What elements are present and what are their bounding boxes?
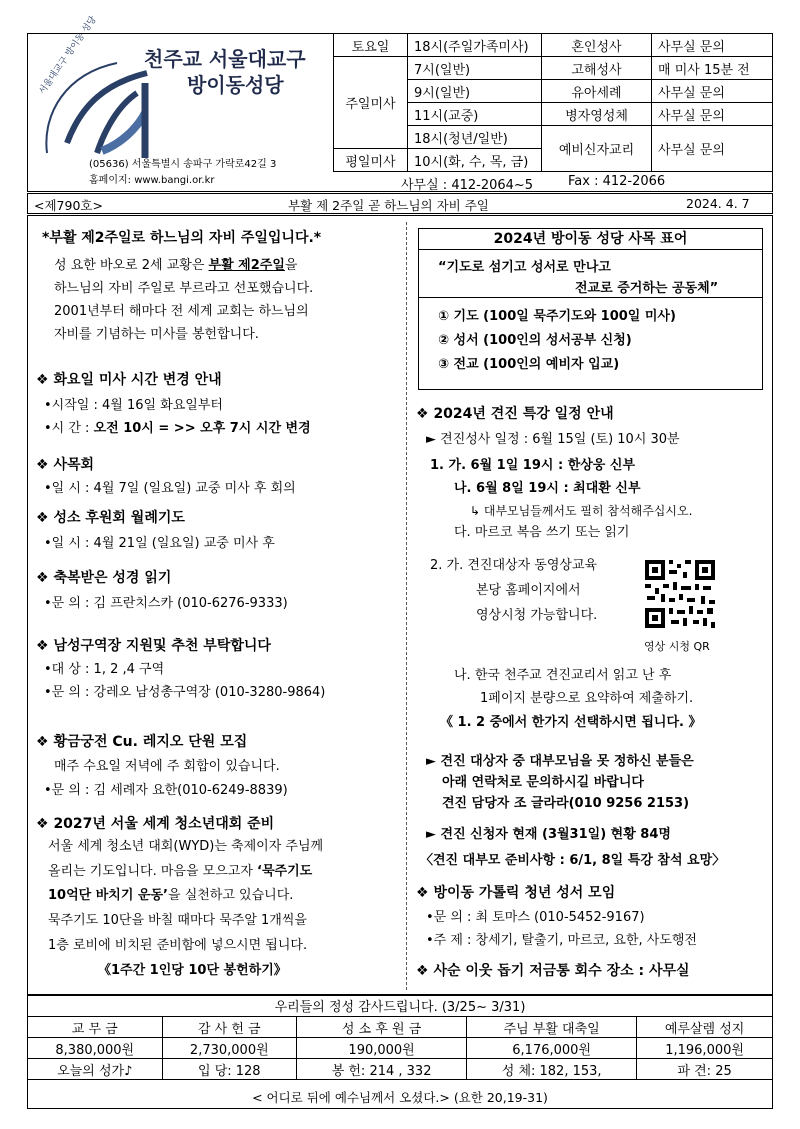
parish-title: 천주교 서울대교구 <box>144 47 306 71</box>
offering-amount: 8,380,000원 <box>28 1038 163 1059</box>
confirm-heading: ❖ 2024년 견진 특강 일정 안내 <box>416 406 614 422</box>
wyd-line: 묵주기도 10단을 바칠 때마다 묵주알 1개씩을 <box>48 913 307 928</box>
wyd-pledge: 《1주간 1인당 10단 봉헌하기》 <box>98 963 287 978</box>
intro-line: 성 요한 바오로 2세 교황은 부활 제2주일을 <box>54 258 298 273</box>
youth-heading: ❖ 방이동 가톨릭 청년 성서 모임 <box>416 885 616 901</box>
intro-heading: *부활 제2주일로 하느님의 자비 주일입니다.* <box>42 230 322 246</box>
motto-title: 2024년 방이동 성당 사목 표어 <box>418 228 763 250</box>
wyd-line: 서울 세계 청소년 대회(WYD)는 축제이자 주님께 <box>48 839 324 854</box>
bible-heading: ❖ 축복받은 성경 읽기 <box>36 570 172 586</box>
motto-line: 전교로 증거하는 공동체” <box>575 281 719 296</box>
council-line: •일 시 : 4월 7일 (일요일) 교중 미사 후 회의 <box>44 481 296 496</box>
contact-row <box>333 171 773 192</box>
sponsor-notice: ► 견진 대상자 중 대부모님을 못 정하신 분들은 <box>426 754 694 769</box>
offering-header: 교 무 금 <box>28 1017 163 1038</box>
youth-line: •문 의 : 최 토마스 (010-5452-9167) <box>426 910 645 925</box>
hymn-label: 오늘의 성가♪ <box>28 1059 163 1080</box>
tuesday-time: •시 간 : 오전 10시 = >> 오후 7시 시간 변경 <box>44 421 311 436</box>
hymn-number: 파 견: 25 <box>637 1059 773 1080</box>
offering-header: 감 사 헌 금 <box>162 1017 297 1038</box>
service-name: 유아세례 <box>542 80 652 103</box>
service-info: 사무실 문의 <box>652 80 773 103</box>
sat-label: 토요일 <box>334 34 408 57</box>
service-info: 사무실 문의 <box>652 34 773 57</box>
motto-item: ① 기도 (100일 묵주기도와 100일 미사) <box>438 309 676 324</box>
confirm-note: ↳ 대부모님들께서도 필히 참석해주십시오. <box>470 504 693 518</box>
intro-line: 자비를 기념하는 미사를 봉헌합니다. <box>54 327 259 342</box>
offering-table <box>27 1016 773 1080</box>
logo-area <box>27 14 333 192</box>
motto-item: ② 성서 (100인의 성서공부 신청) <box>438 333 632 348</box>
intro-line: 하느님의 자비 주일로 부르라고 선포했습니다. <box>54 281 314 296</box>
offering-header: 성 소 후 원 금 <box>297 1017 467 1038</box>
sun-time: 7시(일반) <box>408 57 542 80</box>
tuesday-heading: ❖ 화요일 미사 시간 변경 안내 <box>36 372 222 388</box>
confirm-book: 나. 한국 천주교 견진교리서 읽고 난 후 <box>454 668 672 683</box>
service-info: 매 미사 15분 전 <box>652 57 773 80</box>
weekday-label: 평일미사 <box>334 149 408 172</box>
qr-caption: 영상 시청 QR <box>644 640 710 653</box>
district-line: •문 의 : 강레오 남성총구역장 (010-3280-9864) <box>44 685 326 700</box>
council-heading: ❖ 사목회 <box>36 457 95 473</box>
office-phone: 사무실 : 412-2064~5 <box>401 178 534 193</box>
confirm-video: 2. 가. 견진대상자 동영상교육 <box>430 558 598 573</box>
qr-code-icon[interactable] <box>643 558 717 630</box>
logo-arc-text: 서울대교구 방이동 성당 <box>37 14 99 97</box>
sun-time: 9시(일반) <box>408 80 542 103</box>
hymn-number: 성 체: 182, 153, <box>467 1059 637 1080</box>
offering-title: 우리들의 정성 감사드립니다. (3/25~ 3/31) <box>274 1000 526 1015</box>
offering-amount: 190,000원 <box>297 1038 467 1059</box>
service-name: 고해성사 <box>542 57 652 80</box>
homepage[interactable]: 홈페이지: www.bangi.or.kr <box>89 175 215 186</box>
confirm-lecture: 다. 마르코 복음 쓰기 또는 읽기 <box>454 525 630 540</box>
confirm-choice: 《 1. 2 중에서 한가지 선택하시면 됩니다. 》 <box>440 715 702 730</box>
address: (05636) 서울특별시 송파구 가락로42길 3 <box>89 159 277 170</box>
legio-line: •문 의 : 김 세례자 요한(010-6249-8839) <box>44 783 288 798</box>
charity-heading: ❖ 사순 이웃 돕기 저금통 회수 장소 : 사무실 <box>416 963 690 979</box>
motto-item: ③ 전교 (100인의 예비자 입교) <box>438 357 620 372</box>
sponsors-heading: ❖ 성소 후원회 월례기도 <box>36 510 185 526</box>
bible-line: •문 의 : 김 프란치스카 (010-6276-9333) <box>44 596 288 611</box>
intro-line: 2001년부터 해마다 전 세계 교회는 하느님의 <box>54 304 309 319</box>
fax: Fax : 412-2066 <box>568 174 666 189</box>
service-name: 예비신자교리 <box>542 126 652 172</box>
confirm-lecture: 나. 6월 8일 19시 : 최대환 신부 <box>454 481 641 496</box>
hymn-number: 봉 헌: 214 , 332 <box>297 1059 467 1080</box>
issue-date: 2024. 4. 7 <box>686 196 750 211</box>
hymn-number: 입 당: 128 <box>162 1059 297 1080</box>
confirm-video: 본당 홈페이지에서 <box>476 583 581 598</box>
wyd-line: 10억단 바치기 운동’을 실천하고 있습니다. <box>48 888 294 903</box>
weekday-time: 10시(화, 수, 목, 금) <box>408 149 542 172</box>
confirm-video: 영상시청 가능합니다. <box>476 608 598 623</box>
issue-number: <제790호> <box>34 198 103 213</box>
mass-schedule-table <box>333 33 773 172</box>
wyd-line: 올리는 기도입니다. 마음을 모으고자 ‘묵주기도 <box>48 864 313 879</box>
parish-name: 방이동성당 <box>187 73 284 97</box>
sponsor-notice: 견진 담당자 조 글라라(010 9256 2153) <box>442 796 690 811</box>
legio-heading: ❖ 황금궁전 Cu. 레지오 단원 모집 <box>36 734 248 750</box>
sun-label: 주일미사 <box>334 57 408 149</box>
motto-line: “기도로 섬기고 성서로 만나고 <box>438 260 611 275</box>
confirm-book: 1페이지 분량으로 요약하여 제출하기. <box>480 691 694 706</box>
wyd-line: 1층 로비에 비치된 준비함에 넣으시면 됩니다. <box>48 938 308 953</box>
gospel-footer: < 어디로 뒤에 예수님께서 오셨다.> (요한 20,19-31) <box>252 1090 548 1105</box>
confirm-requirement: 〈견진 대부모 준비사항 : 6/1, 8일 특강 참석 요망〉 <box>420 853 726 868</box>
sun-time: 11시(교중) <box>408 103 542 126</box>
sponsors-line: •일 시 : 4월 21일 (일요일) 교중 미사 후 <box>44 536 275 551</box>
sun-time: 18시(청년/일반) <box>408 126 542 149</box>
offering-amount: 6,176,000원 <box>467 1038 637 1059</box>
offering-header: 예루살렘 성지 <box>637 1017 773 1038</box>
service-info: 사무실 문의 <box>652 126 773 172</box>
sponsor-notice: 아래 연락처로 문의하시길 바랍니다 <box>442 775 644 790</box>
motto-separator <box>418 297 763 298</box>
sat-time: 18시(주일가족미사) <box>408 34 542 57</box>
offering-header: 주님 부활 대축일 <box>467 1017 637 1038</box>
district-line: •대 상 : 1, 2 ,4 구역 <box>44 662 165 677</box>
wyd-heading: ❖ 2027년 서울 세계 청소년대회 준비 <box>36 816 275 832</box>
legio-line: 매주 수요일 저녁에 주 회합이 있습니다. <box>54 759 280 774</box>
service-name: 혼인성사 <box>542 34 652 57</box>
offering-amount: 1,196,000원 <box>637 1038 773 1059</box>
confirm-status: ► 견진 신청자 현재 (3월31일) 현황 84명 <box>426 827 671 842</box>
confirm-lecture: 1. 가. 6월 1일 19시 : 한상웅 신부 <box>430 458 636 473</box>
tuesday-start: •시작일 : 4월 16일 화요일부터 <box>44 398 223 413</box>
youth-line: •주 제 : 창세기, 탈출기, 마르코, 요한, 사도행전 <box>426 933 697 948</box>
title-bar <box>27 193 773 214</box>
offering-amount: 2,730,000원 <box>162 1038 297 1059</box>
confirm-date: ► 견진성사 일정 : 6월 15일 (토) 10시 30분 <box>426 432 680 447</box>
page-title: 부활 제 2주일 곧 하느님의 자비 주일 <box>288 198 489 213</box>
district-heading: ❖ 남성구역장 지원및 추천 부탁합니다 <box>36 638 271 654</box>
service-name: 병자영성체 <box>542 103 652 126</box>
service-info: 사무실 문의 <box>652 103 773 126</box>
column-divider <box>406 222 407 990</box>
